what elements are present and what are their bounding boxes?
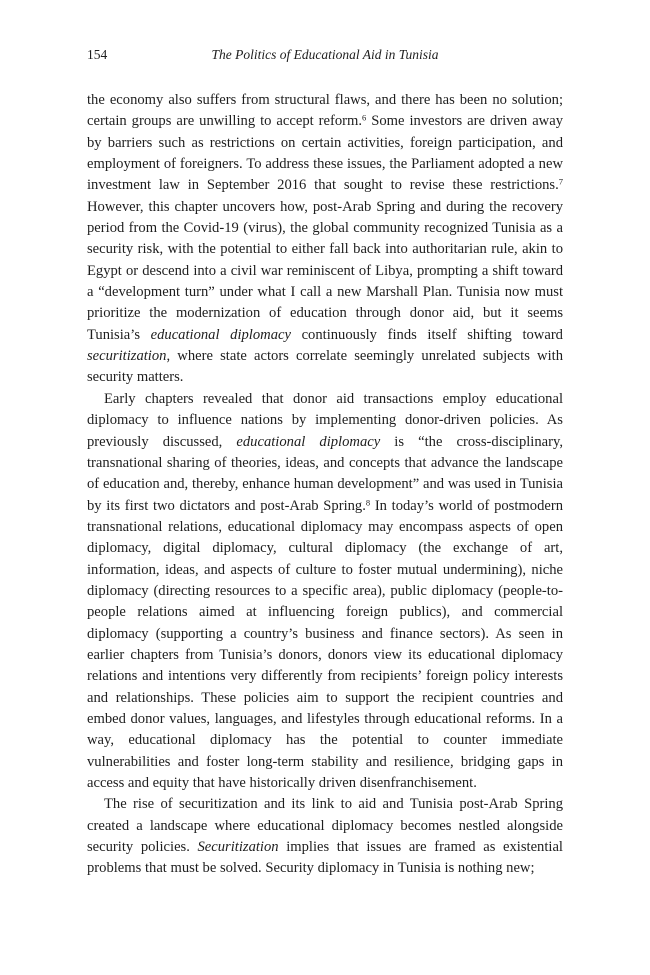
text-run: However, this chapter uncovers how, post-Arab Spring and during the recovery period from the Covid-19 (virus), the global community recognized Tunisia as a security risk, with the potential to either fall back into authoritarian rule, akin to Egypt or descend into a civil war reminiscent of Libya, prompting a shift toward a “development turn” under what I call a new Marshall Plan. Tunisia now must prioritize the modernization of education through donor aid, but it seems Tunisia’s bbox=[87, 198, 563, 343]
text-run: continuously finds itself shifting toward bbox=[290, 326, 563, 343]
text-run: In today’s world of postmodern transnational relations, educational diplomacy may encompass aspects of open diplomacy, digital diplomacy, cultural diplomacy (the exchange of art, information, ideas, and aspects of culture to foster mutual undermining), niche diplomacy (directing resources to a specific area), public diplomacy (people-to-people relations aimed at influencing foreign publics), and commercial diplomacy (supporting a country’s business and finance sectors). As seen in earlier chapters from Tunisia’s donors, donors view its educational diplomacy relations and intentions very differently from recipients’ foreign policy interests and relationships. These policies aim to support the recipient countries and embed donor values, languages, and lifestyles through educational reforms. In a way, educational diplomacy has the potential to counter immediate vulnerabilities and foster long-term stability and resilience, bridging gaps in access and equity that have historically driven disenfranchisement. bbox=[87, 497, 563, 791]
book-page bbox=[87, 44, 563, 880]
text-run: , where state actors correlate seemingly unrelated subjects with security matters. bbox=[87, 348, 563, 386]
footnote-reference: 7 bbox=[558, 176, 563, 187]
italic-term: educational diplomacy bbox=[236, 433, 381, 450]
paragraph-2 bbox=[87, 389, 563, 795]
paragraph-1 bbox=[87, 90, 563, 389]
italic-term: educational diplomacy bbox=[150, 326, 291, 343]
text-run: Some investors are driven away by barriers such as restrictions on certain activities, foreign participation, and employment of foreigners. To address these issues, the Parliament adopted a new investment law in September 2016 that sought to revise these restrictions. bbox=[87, 113, 563, 194]
paragraph-3 bbox=[87, 794, 563, 879]
running-header bbox=[87, 44, 563, 66]
italic-term: Securitization bbox=[197, 839, 279, 856]
page-number: 154 bbox=[87, 47, 108, 62]
italic-term: securitization bbox=[87, 348, 167, 365]
text-run: Early chapters revealed that donor aid transactions employ educational diplomacy to influence nations by implementing donor-driven policies. As previously discussed, bbox=[87, 390, 563, 450]
text-run: implies that issues are framed as existential problems that must be solved. Security diplomacy in Tunisia is nothing new; bbox=[87, 839, 563, 877]
text-run: The rise of securitization and its link to aid and Tunisia post-Arab Spring created a landscape where educational diplomacy becomes nestled alongside security policies. bbox=[87, 796, 563, 856]
text-run: is “the cross-disciplinary, transnational sharing of theories, ideas, and concepts that advance the landscape of education and, thereby, enhance human development” and was used in Tunisia by its first two dictators and post-Arab Spring. bbox=[87, 433, 563, 514]
footnote-reference: 8 bbox=[365, 496, 371, 507]
footnote-reference: 6 bbox=[362, 112, 367, 123]
running-header-title: The Politics of Educational Aid in Tunisia bbox=[211, 47, 439, 62]
text-run: the economy also suffers from structural flaws, and there has been no solution; certain groups are unwilling to accept reform. bbox=[87, 92, 563, 130]
body-text bbox=[87, 90, 563, 880]
